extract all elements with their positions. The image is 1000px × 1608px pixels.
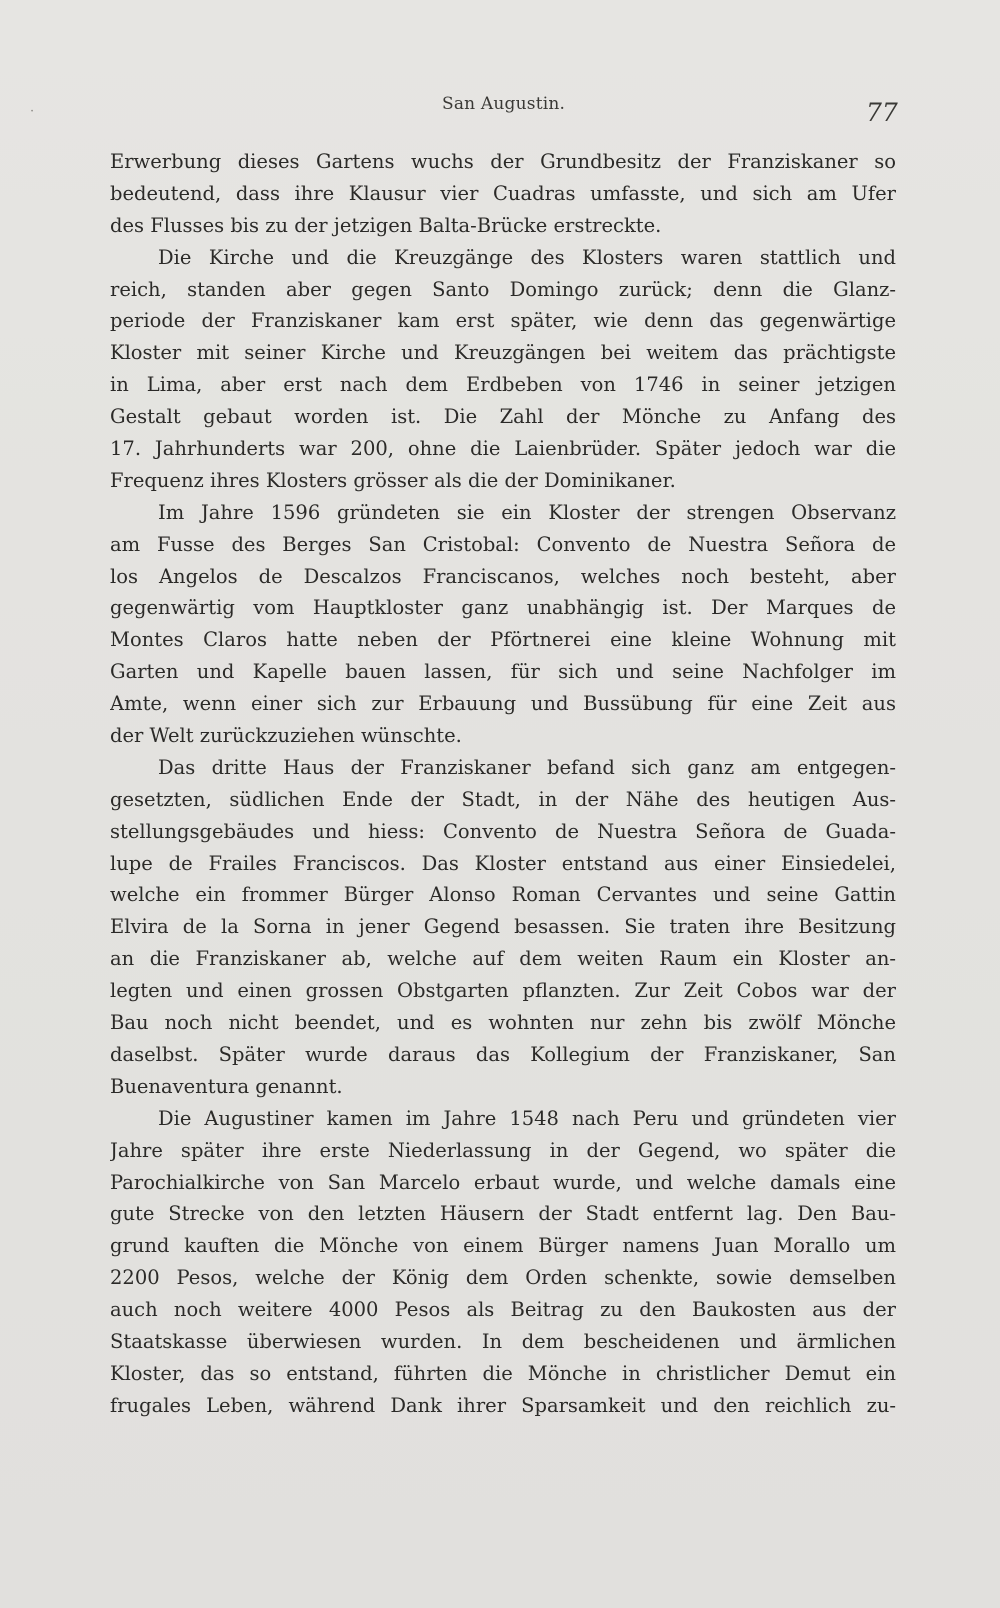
text-line: auch noch weitere 4000 Pesos als Beitrag zu den Baukosten aus der [110, 1298, 896, 1322]
text-line: Die Augustiner kamen im Jahre 1548 nach Peru und gründeten vier [158, 1106, 896, 1130]
text-line: Erwerbung dieses Gartens wuchs der Grundbesitz der Franziskaner so [110, 150, 896, 173]
text-line: stellungsgebäudes und hiess: Convento de Nuestra Señora de Guada- [110, 819, 896, 843]
text-line: Parochialkirche von San Marcelo erbaut wurde, und welche damals eine [110, 1170, 896, 1194]
text-line: 2200 Pesos, welche der König dem Orden schenkte, sowie demselben [110, 1266, 896, 1290]
text-line: am Fusse des Berges San Cristobal: Convento de Nuestra Señora de [110, 532, 896, 556]
text-line: Im Jahre 1596 gründeten sie ein Kloster der strengen Observanz [158, 500, 896, 524]
text-line: daselbst. Später wurde daraus das Kollegium der Franziskaner, San [110, 1042, 896, 1066]
text-line: Staatskasse überwiesen wurden. In dem bescheidenen und ärmlichen [110, 1329, 896, 1353]
running-head: San Augustin. [442, 94, 566, 114]
text-line: Montes Claros hatte neben der Pförtnerei eine kleine Wohnung mit [110, 628, 896, 652]
text-line: Amte, wenn einer sich zur Erbauung und Bussübung für eine Zeit aus [110, 692, 896, 716]
text-line: Frequenz ihres Klosters grösser als die der Dominikaner. [110, 468, 676, 492]
text-line: periode der Franziskaner kam erst später, wie denn das gegenwärtige [110, 309, 896, 333]
text-line: Das dritte Haus der Franziskaner befand sich ganz am entgegen- [158, 755, 896, 779]
text-line: des Flusses bis zu der jetzigen Balta-Brücke erstreckte. [110, 213, 662, 237]
text-line: Jahre später ihre erste Niederlassung in der Gegend, wo später die [110, 1138, 896, 1162]
body-text [110, 146, 896, 1422]
text-line: bedeutend, dass ihre Klausur vier Cuadras umfasste, und sich am Ufer [110, 181, 896, 205]
text-line: Gestalt gebaut worden ist. Die Zahl der Mönche zu Anfang des [110, 405, 896, 429]
text-line: an die Franziskaner ab, welche auf dem weiten Raum ein Kloster an- [110, 947, 896, 971]
page-number: 77 [866, 98, 898, 127]
text-line: in Lima, aber erst nach dem Erdbeben von 1746 in seiner jetzigen [110, 373, 896, 397]
text-line: gesetzten, südlichen Ende der Stadt, in der Nähe des heutigen Aus- [110, 787, 896, 811]
text-line: frugales Leben, während Dank ihrer Sparsamkeit und den reichlich zu- [110, 1393, 896, 1417]
text-line: Elvira de la Sorna in jener Gegend besassen. Sie traten ihre Besitzung [110, 915, 896, 939]
text-line: Kloster mit seiner Kirche und Kreuzgängen bei weitem das prächtigste [110, 341, 896, 365]
text-line: lupe de Frailes Franciscos. Das Kloster entstand aus einer Einsiedelei, [110, 851, 896, 875]
text-line: Buenaventura genannt. [110, 1074, 343, 1098]
text-line: 17. Jahrhunderts war 200, ohne die Laienbrüder. Später jedoch war die [110, 437, 896, 461]
text-line: los Angelos de Descalzos Franciscanos, welches noch besteht, aber [110, 564, 896, 588]
text-line: gegenwärtig vom Hauptkloster ganz unabhängig ist. Der Marques de [110, 596, 896, 620]
text-line: welche ein frommer Bürger Alonso Roman Cervantes und seine Gattin [110, 883, 896, 907]
text-line: gute Strecke von den letzten Häusern der Stadt entfernt lag. Den Bau- [110, 1202, 896, 1226]
text-line: legten und einen grossen Obstgarten pflanzten. Zur Zeit Cobos war der [110, 979, 896, 1003]
text-line: Bau noch nicht beendet, und es wohnten nur zehn bis zwölf Mönche [110, 1011, 896, 1035]
text-line: Garten und Kapelle bauen lassen, für sich und seine Nachfolger im [110, 660, 896, 684]
text-line: grund kauften die Mönche von einem Bürger namens Juan Morallo um [110, 1234, 896, 1258]
text-line: Die Kirche und die Kreuzgänge des Klosters waren stattlich und [158, 245, 896, 269]
stray-mark: · [30, 104, 35, 119]
text-line: der Welt zurückzuziehen wünschte. [110, 724, 462, 748]
text-line: Kloster, das so entstand, führten die Mönche in christlicher Demut ein [110, 1361, 896, 1385]
text-line: reich, standen aber gegen Santo Domingo zurück; denn die Glanz- [110, 277, 896, 301]
